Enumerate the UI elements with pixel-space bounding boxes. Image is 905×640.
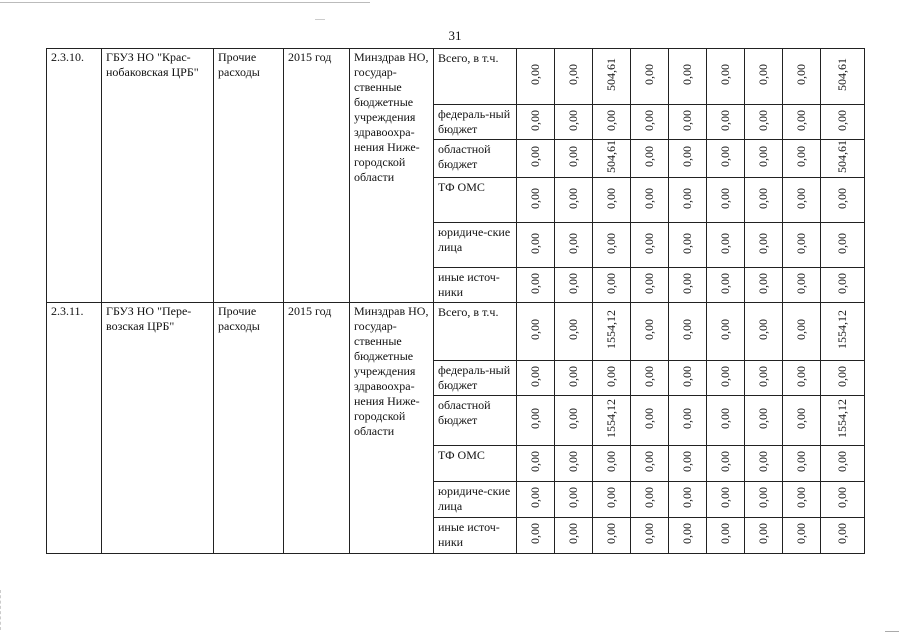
value-text: 0,00 [794, 109, 808, 131]
value-cell [783, 223, 821, 268]
value-cell [631, 49, 669, 105]
value-cell [517, 396, 555, 446]
value-cell [745, 518, 783, 554]
value-cell [821, 482, 865, 518]
value-text: 0,00 [566, 523, 580, 544]
value-cell [593, 105, 631, 140]
value-text: 0,00 [718, 272, 732, 294]
value-text: 0,00 [794, 408, 808, 429]
value-text: 0,00 [528, 319, 542, 340]
value-text: 0,00 [835, 272, 849, 294]
value-cell [783, 178, 821, 223]
value-cell [517, 361, 555, 396]
value-cell [669, 396, 707, 446]
value-text: 0,00 [680, 487, 694, 508]
value-text: 0,00 [642, 487, 656, 508]
value-cell [745, 361, 783, 396]
value-text: 0,00 [794, 365, 808, 387]
value-text: 0,00 [680, 187, 694, 209]
value-text: 0,00 [528, 109, 542, 131]
value-text: 0,00 [718, 365, 732, 387]
value-text: 0,00 [604, 451, 618, 472]
value-text: 504,61 [604, 58, 618, 91]
value-text: 0,00 [642, 365, 656, 387]
value-cell [783, 268, 821, 303]
value-text: 0,00 [756, 232, 770, 254]
value-cell [555, 482, 593, 518]
value-text: 0,00 [528, 523, 542, 544]
value-cell [593, 361, 631, 396]
funding-source: Всего, в т.ч. [434, 303, 517, 361]
value-text: 0,00 [718, 523, 732, 544]
table-row [47, 49, 865, 105]
value-cell [555, 518, 593, 554]
value-text: 0,00 [756, 64, 770, 85]
executor: Минздрав НО, государ-ственные бюджетные учреждения здравоохра-нения Ниже-городской области [350, 49, 434, 303]
value-cell [669, 140, 707, 178]
value-cell [555, 178, 593, 223]
value-text: 0,00 [794, 451, 808, 472]
value-cell [517, 140, 555, 178]
value-text: 0,00 [566, 487, 580, 508]
value-cell [783, 518, 821, 554]
value-cell [631, 140, 669, 178]
value-text: 0,00 [794, 319, 808, 340]
value-text: 0,00 [756, 365, 770, 387]
value-text: 0,00 [835, 487, 849, 508]
value-text: 0,00 [835, 187, 849, 209]
value-cell [745, 105, 783, 140]
value-text: 0,00 [794, 487, 808, 508]
value-cell [821, 223, 865, 268]
value-cell [631, 303, 669, 361]
value-text: 0,00 [718, 451, 732, 472]
value-text: 0,00 [528, 146, 542, 167]
value-cell [593, 446, 631, 482]
value-text: 0,00 [680, 451, 694, 472]
value-cell [593, 303, 631, 361]
value-text: 0,00 [794, 523, 808, 544]
value-text: 0,00 [756, 523, 770, 544]
value-cell [745, 49, 783, 105]
value-cell [821, 303, 865, 361]
value-text: 0,00 [566, 64, 580, 85]
value-cell [593, 178, 631, 223]
value-text: 0,00 [566, 187, 580, 209]
value-cell [517, 518, 555, 554]
value-cell [631, 223, 669, 268]
funding-source: юридиче-ские лица [434, 223, 517, 268]
value-cell [631, 518, 669, 554]
value-cell [631, 396, 669, 446]
value-text: 0,00 [604, 365, 618, 387]
institution-name: ГБУЗ НО "Пере-возская ЦРБ" [102, 303, 214, 554]
value-text: 504,61 [604, 140, 618, 173]
value-text: 0,00 [680, 319, 694, 340]
value-cell [783, 446, 821, 482]
value-cell [669, 178, 707, 223]
value-text: 0,00 [642, 523, 656, 544]
value-cell [821, 446, 865, 482]
value-text: 0,00 [680, 272, 694, 294]
value-cell [669, 49, 707, 105]
value-cell [783, 303, 821, 361]
value-cell [631, 482, 669, 518]
value-text: 0,00 [756, 451, 770, 472]
value-cell [745, 178, 783, 223]
value-text: 0,00 [835, 451, 849, 472]
institution-name: ГБУЗ НО "Крас-нобаковская ЦРБ" [102, 49, 214, 303]
value-cell [707, 396, 745, 446]
value-text: 0,00 [835, 232, 849, 254]
value-cell [555, 303, 593, 361]
value-cell [631, 178, 669, 223]
funding-source: юридиче-ские лица [434, 482, 517, 518]
value-cell [821, 361, 865, 396]
value-cell [669, 446, 707, 482]
value-text: 504,61 [835, 140, 849, 173]
margin-mark [0, 590, 7, 630]
value-text: 0,00 [756, 408, 770, 429]
funding-source: Всего, в т.ч. [434, 49, 517, 105]
value-text: 0,00 [680, 146, 694, 167]
value-cell [745, 303, 783, 361]
value-cell [593, 49, 631, 105]
value-cell [593, 482, 631, 518]
value-cell [555, 49, 593, 105]
value-cell [707, 49, 745, 105]
value-cell [783, 482, 821, 518]
value-cell [783, 361, 821, 396]
value-cell [631, 446, 669, 482]
value-cell [707, 140, 745, 178]
value-text: 0,00 [680, 64, 694, 85]
value-cell [745, 140, 783, 178]
value-text: 0,00 [528, 451, 542, 472]
value-text: 0,00 [718, 408, 732, 429]
value-cell [821, 396, 865, 446]
value-text: 0,00 [642, 272, 656, 294]
value-cell [707, 446, 745, 482]
value-cell [707, 303, 745, 361]
expense-type: Прочие расходы [214, 303, 284, 554]
value-cell [669, 482, 707, 518]
value-text: 0,00 [604, 523, 618, 544]
page-number: 31 [448, 28, 462, 43]
value-text: 0,00 [794, 187, 808, 209]
corner-mark [885, 631, 899, 632]
value-cell [517, 178, 555, 223]
value-text: 0,00 [528, 487, 542, 508]
value-cell [517, 49, 555, 105]
value-cell [707, 223, 745, 268]
value-cell [669, 518, 707, 554]
value-text: 0,00 [566, 408, 580, 429]
top-rule-mark [315, 19, 325, 20]
value-text: 0,00 [756, 109, 770, 131]
value-text: 0,00 [794, 272, 808, 294]
value-cell [669, 361, 707, 396]
value-cell [593, 268, 631, 303]
value-cell [783, 49, 821, 105]
value-text: 0,00 [528, 64, 542, 85]
value-text: 0,00 [756, 272, 770, 294]
value-cell [669, 223, 707, 268]
value-cell [745, 396, 783, 446]
value-text: 0,00 [604, 109, 618, 131]
expense-type: Прочие расходы [214, 49, 284, 303]
value-cell [745, 223, 783, 268]
value-text: 0,00 [835, 109, 849, 131]
value-cell [517, 303, 555, 361]
value-text: 0,00 [794, 146, 808, 167]
value-cell [669, 303, 707, 361]
value-cell [783, 396, 821, 446]
value-cell [631, 268, 669, 303]
value-text: 0,00 [835, 523, 849, 544]
value-text: 0,00 [566, 319, 580, 340]
value-cell [593, 518, 631, 554]
value-text: 0,00 [566, 232, 580, 254]
value-cell [555, 396, 593, 446]
value-text: 0,00 [642, 187, 656, 209]
year: 2015 год [284, 49, 350, 303]
value-cell [783, 105, 821, 140]
value-text: 0,00 [642, 319, 656, 340]
funding-source: федераль-ный бюджет [434, 105, 517, 140]
program-code: 2.3.10. [47, 49, 102, 303]
value-text: 0,00 [642, 408, 656, 429]
funding-source: областной бюджет [434, 140, 517, 178]
value-cell [555, 140, 593, 178]
value-text: 1554,12 [835, 399, 849, 438]
value-text: 0,00 [642, 64, 656, 85]
value-cell [555, 105, 593, 140]
value-text: 0,00 [680, 109, 694, 131]
value-cell [517, 223, 555, 268]
value-text: 0,00 [718, 109, 732, 131]
value-cell [707, 482, 745, 518]
value-cell [593, 396, 631, 446]
value-text: 0,00 [794, 64, 808, 85]
program-code: 2.3.11. [47, 303, 102, 554]
value-text: 0,00 [718, 187, 732, 209]
value-cell [517, 268, 555, 303]
value-cell [745, 482, 783, 518]
value-text: 0,00 [566, 365, 580, 387]
value-text: 0,00 [528, 365, 542, 387]
value-cell [517, 482, 555, 518]
funding-source: иные источ-ники [434, 518, 517, 554]
value-text: 0,00 [756, 319, 770, 340]
value-cell [517, 105, 555, 140]
value-text: 0,00 [566, 109, 580, 131]
value-text: 0,00 [604, 187, 618, 209]
funding-source: иные источ-ники [434, 268, 517, 303]
value-cell [631, 105, 669, 140]
value-text: 0,00 [528, 408, 542, 429]
value-cell [707, 178, 745, 223]
value-text: 0,00 [604, 272, 618, 294]
value-text: 0,00 [756, 187, 770, 209]
value-text: 0,00 [642, 451, 656, 472]
value-text: 0,00 [718, 232, 732, 254]
value-cell [707, 518, 745, 554]
value-cell [821, 178, 865, 223]
top-rule [0, 2, 370, 3]
value-text: 0,00 [566, 451, 580, 472]
value-text: 0,00 [528, 272, 542, 294]
year: 2015 год [284, 303, 350, 554]
value-text: 1554,12 [835, 310, 849, 349]
value-cell [555, 268, 593, 303]
value-text: 0,00 [680, 232, 694, 254]
value-text: 0,00 [642, 109, 656, 131]
value-text: 0,00 [566, 146, 580, 167]
table-row [47, 303, 865, 361]
value-text: 0,00 [642, 146, 656, 167]
funding-source: ТФ ОМС [434, 446, 517, 482]
value-cell [631, 361, 669, 396]
value-text: 0,00 [528, 232, 542, 254]
value-text: 0,00 [794, 232, 808, 254]
value-text: 0,00 [756, 146, 770, 167]
value-cell [821, 49, 865, 105]
value-text: 0,00 [680, 365, 694, 387]
value-text: 0,00 [680, 408, 694, 429]
value-text: 0,00 [680, 523, 694, 544]
value-text: 0,00 [718, 64, 732, 85]
value-cell [517, 446, 555, 482]
value-cell [745, 446, 783, 482]
value-cell [745, 268, 783, 303]
value-text: 0,00 [604, 487, 618, 508]
value-cell [707, 268, 745, 303]
value-text: 0,00 [718, 319, 732, 340]
funding-source: федераль-ный бюджет [434, 361, 517, 396]
value-cell [593, 140, 631, 178]
value-text: 0,00 [604, 232, 618, 254]
value-text: 0,00 [718, 487, 732, 508]
value-text: 0,00 [756, 487, 770, 508]
value-cell [555, 446, 593, 482]
value-cell [821, 268, 865, 303]
value-cell [669, 268, 707, 303]
value-text: 0,00 [718, 146, 732, 167]
value-cell [555, 223, 593, 268]
value-cell [783, 140, 821, 178]
value-cell [821, 518, 865, 554]
funding-source: областной бюджет [434, 396, 517, 446]
value-cell [707, 105, 745, 140]
value-text: 0,00 [642, 232, 656, 254]
value-text: 0,00 [835, 365, 849, 387]
value-cell [821, 140, 865, 178]
executor: Минздрав НО, государ-ственные бюджетные учреждения здравоохра-нения Ниже-городской области [350, 303, 434, 554]
value-cell [593, 223, 631, 268]
value-cell [821, 105, 865, 140]
budget-table [46, 48, 865, 554]
value-cell [555, 361, 593, 396]
funding-source: ТФ ОМС [434, 178, 517, 223]
value-text: 1554,12 [604, 399, 618, 438]
value-text: 0,00 [528, 187, 542, 209]
value-text: 1554,12 [604, 310, 618, 349]
value-cell [707, 361, 745, 396]
value-text: 504,61 [835, 58, 849, 91]
value-text: 0,00 [566, 272, 580, 294]
value-cell [669, 105, 707, 140]
